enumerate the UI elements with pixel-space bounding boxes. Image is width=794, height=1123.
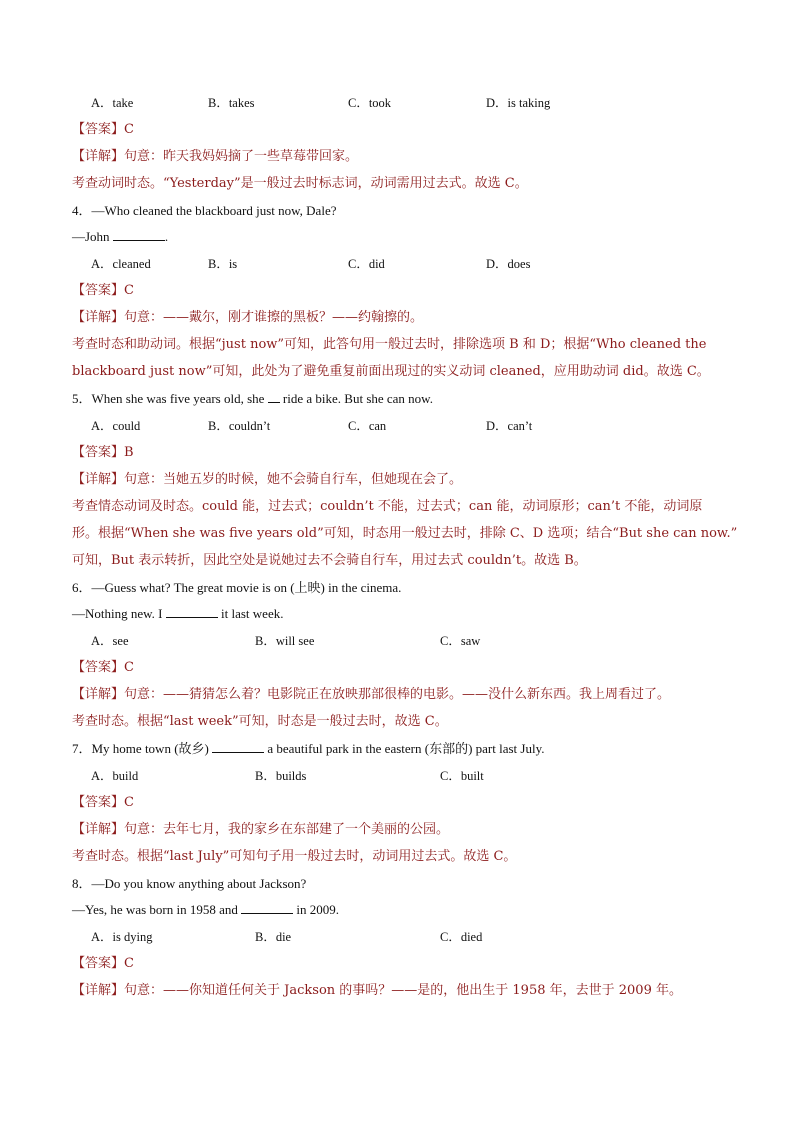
q7-answer [72,794,722,812]
q8-stem: 8．—Do you know anything about Jackson? [72,876,307,891]
q5-detail-line-2: 考查情态动词及时态。could 能，过去式；couldn’t 不能，过去式；can 能，动词原形；can’t 不能，动词原 [72,499,703,514]
q7-detail [72,821,722,839]
q5-option-a: A．could [91,419,141,433]
q3-options [91,94,722,112]
q3-detail [72,148,722,166]
q3-option-b: B．takes [208,96,255,110]
q6-sub [72,605,722,623]
q8-option-a: A．is dying [91,930,153,944]
detail-label: 【详解】 [72,687,125,702]
q4-option-a: A．cleaned [91,257,151,271]
detail-text: 句意：——你知道任何关于 Jackson 的事吗？——是的，他出生于 1958 年，去世于 2009 年。 [124,983,682,998]
q4-option-c: C．did [348,257,385,271]
q7-stem-prefix: 7．My home town (故乡) [72,741,209,756]
q5-option-c: C．can [348,419,387,433]
q6-option-c: C．saw [440,634,481,648]
detail-text: 句意：当她五岁的时候，她不会骑自行车，但她现在会了。 [124,472,463,487]
q8-options [91,928,722,946]
q4-options [91,255,722,273]
q4-option-d: D．does [486,257,531,271]
q4-detail [72,309,722,327]
q4-sub-prefix: —John [72,229,110,244]
q3-detail-line-2: 考查动词时态。“Yesterday”是一般过去时标志词，动词需用过去式。故选 C。 [72,176,528,191]
q6-blank [166,605,218,618]
q5-detail [72,471,722,489]
q4-option-b: B．is [208,257,238,271]
answer-label: 【答案】 [72,445,125,460]
q7-stem-suffix: a beautiful park in the eastern (东部的) part last July. [267,741,545,756]
q5-stem [72,390,722,408]
q5-blank [268,390,280,403]
q8-sub-suffix: in 2009. [296,902,339,917]
answer-label: 【答案】 [72,122,125,137]
q7-option-b: B．builds [255,769,307,783]
answer-value: C [124,795,134,810]
q5-stem-suffix: ride a bike. But she can now. [282,391,433,406]
detail-label: 【详解】 [72,149,125,164]
q4-stem: 4．—Who cleaned the blackboard just now, Dale? [72,203,337,218]
q8-detail [72,982,722,1000]
detail-label: 【详解】 [72,983,125,998]
detail-label: 【详解】 [72,310,125,325]
detail-text: 句意：去年七月，我的家乡在东部建了一个美丽的公园。 [124,822,450,837]
q6-options [91,632,722,650]
answer-value: C [124,122,134,137]
q3-option-d: D．is taking [486,96,551,110]
q6-sub-prefix: —Nothing new. I [72,606,163,621]
q7-option-a: A．build [91,769,139,783]
q6-option-a: A．see [91,634,129,648]
detail-text: 句意：——猜猜怎么着？电影院正在放映那部很棒的电影。——没什么新东西。我上周看过了。 [124,687,671,702]
q3-option-c: C．took [348,96,392,110]
q4-sub-suffix: . [164,229,169,244]
q5-option-d: D．can’t [486,419,533,433]
q5-options [91,417,722,435]
q5-detail-line-4: 可知，But 表示转折，因此空处是说她过去不会骑自行车，用过去式 couldn’t。故选 B。 [72,553,587,568]
answer-value: B [124,445,134,460]
q6-detail [72,686,722,704]
q6-stem: 6．—Guess what? The great movie is on (上映) in the cinema. [72,580,402,595]
q4-detail-line-2: 考查时态和助动词。根据“just now”可知，此答句用一般过去时，排除选项 B 和 D；根据“Who cleaned the [72,337,707,352]
detail-label: 【详解】 [72,822,125,837]
q5-answer [72,444,722,462]
answer-label: 【答案】 [72,956,125,971]
q5-stem-prefix: 5．When she was five years old, she [72,391,265,406]
q8-option-b: B．die [255,930,292,944]
q7-blank [212,740,264,753]
answer-value: C [124,660,134,675]
answer-label: 【答案】 [72,283,125,298]
q7-stem [72,740,722,758]
answer-value: C [124,956,134,971]
q3-answer [72,121,722,139]
q4-answer [72,282,722,300]
q5-option-b: B．couldn’t [208,419,271,433]
detail-label: 【详解】 [72,472,125,487]
document-page [72,94,738,1000]
q8-sub-prefix: —Yes, he was born in 1958 and [72,902,238,917]
q8-blank [241,901,293,914]
q4-detail-line-3: blackboard just now”可知，此处为了避免重复前面出现过的实义动词 cleaned，应用助动词 did。故选 C。 [72,364,710,379]
q7-options [91,767,722,785]
q4-sub [72,228,722,246]
detail-text: 句意：——戴尔，刚才谁擦的黑板？——约翰擦的。 [124,310,424,325]
q7-option-c: C．built [440,769,484,783]
q3-option-a: A．take [91,96,134,110]
answer-value: C [124,283,134,298]
q8-answer [72,955,722,973]
q4-blank [113,228,165,241]
q8-sub [72,901,722,919]
q8-option-c: C．died [440,930,483,944]
q6-option-b: B．will see [255,634,315,648]
detail-text: 句意：昨天我妈妈摘了一些草莓带回家。 [124,149,359,164]
answer-label: 【答案】 [72,660,125,675]
q7-detail-line-2: 考查时态。根据“last July”可知句子用一般过去时，动词用过去式。故选 C。 [72,849,517,864]
q6-detail-line-2: 考查时态。根据“last week”可知，时态是一般过去时，故选 C。 [72,714,448,729]
q6-answer [72,659,722,677]
answer-label: 【答案】 [72,795,125,810]
q5-detail-line-3: 形。根据“When she was five years old”可知，时态用一般过去时，排除 C、D 选项；结合“But she can now.” [72,526,738,541]
q6-sub-suffix: it last week. [221,606,284,621]
